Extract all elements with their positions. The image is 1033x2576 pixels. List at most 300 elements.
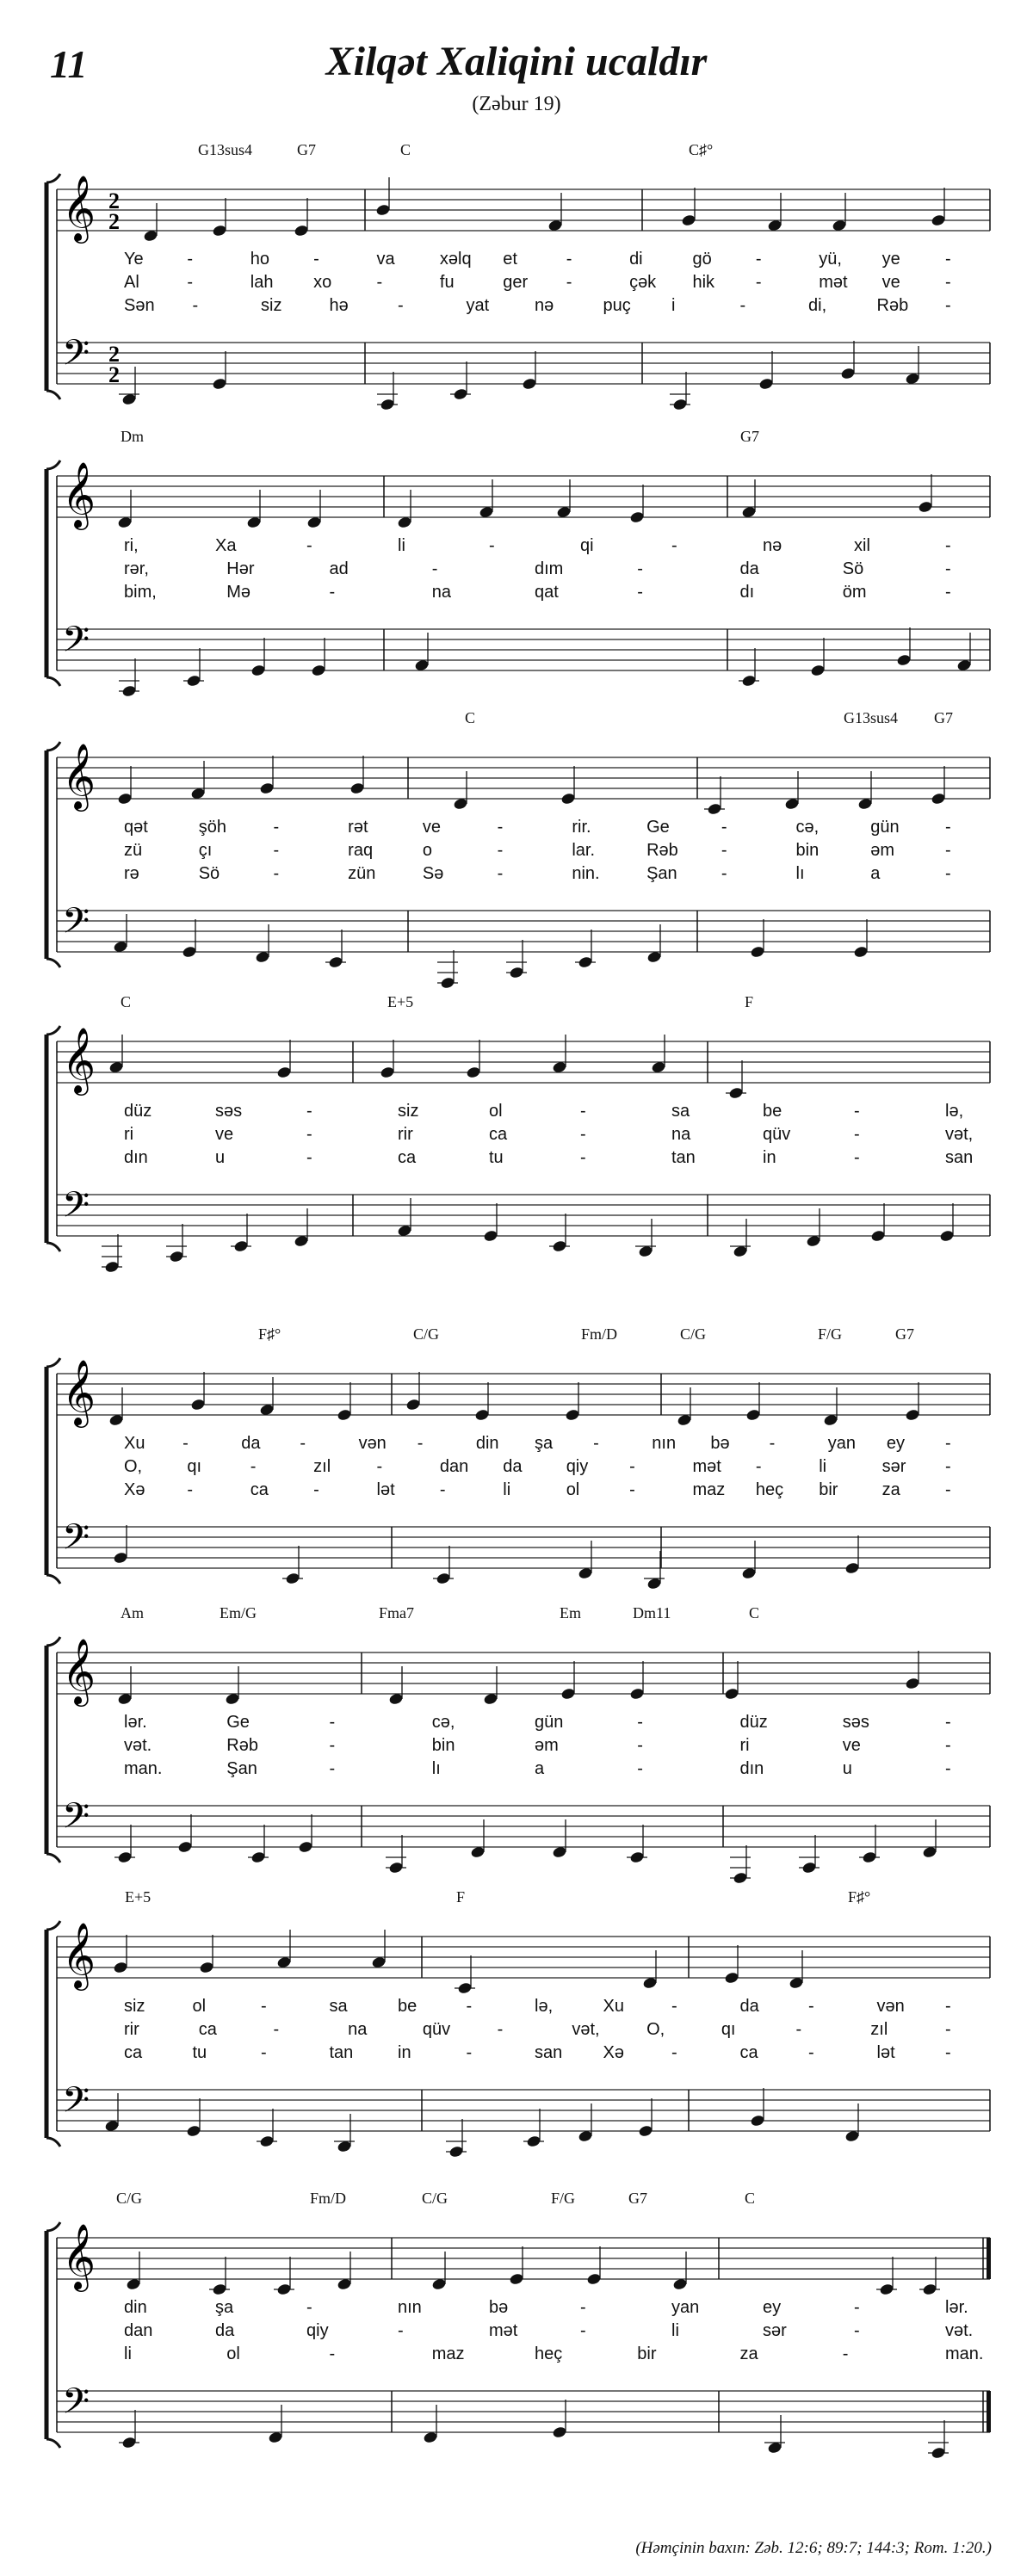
lyric-verse3: ca: [124, 2043, 143, 2062]
chord-symbol: C/G: [680, 1325, 707, 1343]
lyric-verse3: lı: [431, 1759, 441, 1778]
lyric-verse1: qi: [580, 536, 594, 555]
lyric-verse1: ye: [881, 250, 900, 269]
lyric-verse3: man.: [124, 1759, 163, 1778]
lyric-verse2: -: [306, 1125, 312, 1144]
lyric-verse2: o: [422, 841, 433, 860]
lyric-verse1: rir.: [572, 818, 591, 837]
treble-note-head: [560, 1687, 576, 1700]
lyric-verse1: səs: [842, 1713, 869, 1732]
bass-clef-icon: 𝄢: [62, 900, 90, 950]
bass-note-head: [186, 2124, 201, 2137]
treble-clef-icon: 𝄞: [62, 743, 96, 809]
lyric-verse2: -: [945, 273, 951, 292]
time-signature-top: 2: [108, 188, 120, 213]
treble-clef-icon: 𝄞: [62, 1638, 96, 1704]
lyric-verse2: -: [945, 1736, 951, 1755]
bass-note-head: [182, 945, 197, 958]
lyric-verse3: -: [306, 1148, 312, 1167]
chord-symbol: Dm: [121, 428, 144, 445]
lyric-verse1: -: [300, 1434, 306, 1453]
lyric-verse1: şa: [215, 2298, 234, 2317]
lyric-verse3: tan: [329, 2043, 354, 2062]
lyric-verse2: sər: [881, 1457, 906, 1476]
lyric-verse3: öm: [842, 583, 867, 602]
final-barline-thick: [987, 2391, 991, 2432]
chord-symbol: Em/G: [220, 1604, 257, 1622]
treble-note-head: [294, 224, 309, 237]
lyric-verse3: za: [881, 1480, 900, 1499]
lyric-verse2: O,: [124, 1457, 143, 1476]
lyric-verse1: -: [945, 818, 951, 837]
chord-symbol: C/G: [422, 2190, 448, 2207]
lyric-verse1: ey: [886, 1434, 905, 1453]
lyric-verse3: lət: [876, 2043, 895, 2062]
lyric-verse1: -: [945, 1434, 951, 1453]
lyric-verse3: in: [398, 2043, 411, 2062]
lyric-verse3: -: [466, 2043, 473, 2062]
lyric-verse2: -: [945, 841, 951, 860]
lyric-verse2: rir: [398, 1125, 413, 1144]
chord-symbol: G13sus4: [844, 709, 899, 726]
lyric-verse2: -: [431, 559, 438, 578]
lyric-verse1: -: [755, 250, 762, 269]
lyric-verse2: zıl: [313, 1457, 331, 1476]
treble-note-head: [745, 1408, 761, 1421]
bracket-hook: [46, 2138, 60, 2147]
bracket-hook: [46, 1637, 60, 1646]
lyric-verse1: gün: [535, 1713, 564, 1732]
score-system-5: [0, 1322, 1033, 1597]
lyric-verse1: gö: [692, 250, 712, 269]
lyric-verse2: -: [497, 841, 504, 860]
chord-symbol: F♯°: [258, 1325, 281, 1343]
lyric-verse2: -: [580, 2321, 586, 2340]
lyric-verse3: ca: [250, 1480, 269, 1499]
lyric-verse2: dan: [439, 1457, 469, 1476]
lyric-verse2: qiy: [566, 1457, 589, 1476]
lyric-verse2: -: [376, 273, 383, 292]
lyric-verse1: qət: [124, 818, 148, 837]
lyric-verse1: -: [329, 1713, 336, 1732]
lyric-verse2: zü: [124, 841, 143, 860]
treble-note-head: [375, 203, 391, 216]
lyric-verse1: -: [306, 536, 312, 555]
treble-note-head: [199, 1961, 214, 1974]
lyric-verse2: -: [945, 1457, 951, 1476]
lyric-verse2: ve: [881, 273, 900, 292]
lyric-verse1: -: [854, 1102, 860, 1121]
chord-symbol: Fma7: [379, 1604, 415, 1622]
treble-note-head: [212, 224, 227, 237]
bass-note-head: [552, 2425, 567, 2438]
bass-note-head: [212, 377, 227, 390]
lyric-verse1: -: [671, 1997, 677, 2016]
bass-note-head: [844, 1561, 860, 1574]
bracket-hook: [46, 742, 60, 751]
lyric-verse3: puç: [603, 296, 631, 315]
lyric-verse3: -: [945, 1480, 951, 1499]
lyric-verse3: -: [637, 1759, 643, 1778]
bracket-hook: [46, 1575, 60, 1584]
lyric-verse1: lər.: [124, 1713, 147, 1732]
lyric-verse3: -: [637, 583, 643, 602]
lyric-verse2: qı: [187, 1457, 202, 1476]
treble-clef-icon: 𝄞: [62, 1359, 96, 1425]
lyric-verse2: -: [755, 273, 762, 292]
lyric-verse2: qiy: [306, 2321, 329, 2340]
lyric-verse1: -: [313, 250, 319, 269]
chord-symbol: C/G: [413, 1325, 440, 1343]
chord-symbol: C: [400, 141, 411, 158]
lyric-verse2: da: [215, 2321, 235, 2340]
bass-clef-icon: 𝄢: [62, 1517, 90, 1566]
lyric-verse2: -: [580, 1125, 586, 1144]
bass-clef-icon: 𝄢: [62, 332, 90, 382]
lyric-verse1: ve: [422, 818, 442, 837]
lyric-verse2: vət.: [124, 1736, 152, 1755]
lyric-verse3: dın: [124, 1148, 148, 1167]
lyric-verse1: lə,: [945, 1102, 964, 1121]
treble-clef-icon: 𝄞: [62, 2223, 96, 2289]
lyric-verse1: -: [808, 1997, 814, 2016]
treble-note-head: [724, 1687, 739, 1700]
treble-note-head: [276, 1066, 292, 1078]
staff-graphics: [0, 424, 1033, 700]
lyric-verse3: -: [808, 2043, 814, 2062]
hymn-subtitle: (Zəbur 19): [472, 93, 561, 115]
lyric-verse2: Rəb: [646, 841, 678, 860]
lyric-verse3: li: [124, 2344, 132, 2363]
lyric-verse3: -: [945, 2043, 951, 2062]
treble-note-head: [724, 1971, 739, 1984]
bracket-hook: [46, 2439, 60, 2448]
lyric-verse3: -: [313, 1480, 319, 1499]
lyric-verse2: qı: [721, 2020, 736, 2039]
lyric-verse1: sa: [671, 1102, 690, 1121]
lyric-verse3: Xə: [603, 2043, 624, 2062]
chord-symbol: C♯°: [689, 141, 714, 158]
lyric-verse1: -: [497, 818, 504, 837]
lyric-verse1: vən: [876, 1997, 905, 2016]
lyric-verse2: Hər: [226, 559, 255, 578]
time-signature-bottom: 2: [108, 209, 120, 234]
lyric-verse1: -: [945, 250, 951, 269]
treble-note-head: [560, 792, 576, 805]
bracket-hook: [46, 1358, 60, 1367]
lyric-verse2: li: [819, 1457, 827, 1476]
lyric-verse1: din: [124, 2298, 147, 2317]
lyric-verse1: xəlq: [439, 250, 472, 269]
lyric-verse1: ho: [250, 250, 270, 269]
lyric-verse1: -: [637, 1713, 643, 1732]
lyric-verse2: na: [671, 1125, 691, 1144]
chord-symbol: G7: [895, 1325, 914, 1343]
lyric-verse3: san: [945, 1148, 974, 1167]
bass-note-head: [840, 367, 856, 380]
chord-symbol: C: [121, 993, 132, 1010]
lyric-verse3: Mə: [226, 583, 251, 602]
bass-note-head: [758, 377, 774, 390]
lyric-verse2: ri: [739, 1736, 750, 1755]
lyric-verse2: da: [503, 1457, 523, 1476]
lyric-verse1: nın: [398, 2298, 422, 2317]
lyric-verse3: qat: [535, 583, 559, 602]
lyric-verse2: ve: [842, 1736, 861, 1755]
chord-symbol: G7: [297, 141, 316, 158]
lyric-verse2: -: [497, 2020, 504, 2039]
lyric-verse3: ca: [739, 2043, 758, 2062]
lyric-verse2: -: [250, 1457, 257, 1476]
lyric-verse3: Şan: [226, 1759, 257, 1778]
chord-symbol: F♯°: [848, 1888, 871, 1906]
lyric-verse1: ol: [489, 1102, 503, 1121]
chord-symbol: C: [749, 1604, 760, 1622]
lyric-verse2: əm: [870, 841, 895, 860]
lyric-verse2: -: [629, 1457, 635, 1476]
chord-symbol: G7: [740, 428, 759, 445]
bass-clef-icon: 𝄢: [62, 2079, 90, 2129]
bass-note-head: [810, 664, 826, 676]
lyric-verse1: -: [466, 1997, 473, 2016]
lyric-verse3: -: [629, 1480, 635, 1499]
score-system-4: [0, 990, 1033, 1265]
lyric-verse1: xil: [854, 536, 870, 555]
lyric-verse2: mət: [819, 273, 848, 292]
lyric-verse2: rir: [124, 2020, 139, 2039]
score-system-3: [0, 706, 1033, 981]
lyric-verse2: -: [854, 2321, 860, 2340]
lyric-verse3: -: [671, 2043, 677, 2062]
lyric-verse3: lı: [795, 864, 805, 883]
lyric-verse1: ri,: [124, 536, 139, 555]
lyric-verse2: fu: [439, 273, 455, 292]
lyric-verse3: lət: [376, 1480, 395, 1499]
lyric-verse3: -: [329, 583, 336, 602]
treble-note-head: [905, 1408, 920, 1421]
bass-note-head: [311, 664, 326, 676]
bass-note-head: [522, 377, 537, 390]
lyric-verse3: bim,: [124, 583, 157, 602]
lyric-verse1: vən: [358, 1434, 387, 1453]
lyric-verse1: di: [629, 250, 643, 269]
lyric-verse3: Sə: [422, 864, 444, 883]
lyric-verse2: lah: [250, 273, 274, 292]
lyric-verse3: ol: [566, 1480, 580, 1499]
chord-symbol: G7: [934, 709, 953, 726]
bass-note-head: [853, 945, 869, 958]
bass-note-head: [750, 945, 765, 958]
lyric-verse2: əm: [535, 1736, 559, 1755]
lyric-verse3: -: [945, 864, 951, 883]
lyric-verse3: di,: [808, 296, 827, 315]
lyric-verse2: li: [671, 2321, 679, 2340]
lyric-verse1: nə: [763, 536, 782, 555]
hymn-number: 11: [50, 42, 88, 86]
lyric-verse3: za: [739, 2344, 758, 2363]
bracket-hook: [46, 460, 60, 469]
lyric-verse2: dan: [124, 2321, 153, 2340]
lyric-verse3: dın: [739, 1759, 764, 1778]
lyric-verse1: -: [261, 1997, 267, 2016]
lyric-verse1: səs: [215, 1102, 243, 1121]
lyric-verse1: be: [398, 1997, 418, 2016]
bracket-hook: [46, 1854, 60, 1863]
lyric-verse2: -: [187, 273, 194, 292]
lyric-verse3: -: [187, 1480, 194, 1499]
bass-note-head: [939, 1229, 955, 1242]
lyric-verse3: man.: [945, 2344, 984, 2363]
lyric-verse1: yan: [671, 2298, 700, 2317]
lyric-verse3: u: [215, 1148, 226, 1167]
lyric-verse2: ca: [198, 2020, 217, 2039]
lyric-verse3: Xə: [124, 1480, 145, 1499]
score-system-7: [0, 1885, 1033, 2160]
lyric-verse2: sər: [763, 2321, 787, 2340]
lyric-verse3: san: [535, 2043, 563, 2062]
treble-clef-icon: 𝄞: [62, 1922, 96, 1988]
lyric-verse1: da: [739, 1997, 759, 2016]
lyric-verse3: zün: [348, 864, 376, 883]
lyric-verse3: heç: [755, 1480, 784, 1499]
lyric-verse1: düz: [124, 1102, 152, 1121]
lyric-verse3: -: [497, 864, 504, 883]
score-system-2: [0, 424, 1033, 700]
lyric-verse1: yü,: [819, 250, 842, 269]
lyric-verse1: -: [580, 1102, 586, 1121]
bracket-hook: [46, 1243, 60, 1251]
treble-note-head: [349, 781, 365, 794]
lyric-verse1: yan: [827, 1434, 856, 1453]
time-signature-bottom: 2: [108, 362, 120, 387]
treble-note-head: [380, 1066, 395, 1078]
lyric-verse1: -: [721, 818, 727, 837]
score-system-1: [0, 138, 1033, 413]
treble-note-head: [190, 1398, 206, 1411]
lyric-verse2: lar.: [572, 841, 596, 860]
bass-note-head: [870, 1229, 886, 1242]
lyric-verse3: in: [763, 1148, 776, 1167]
lyric-verse2: mət: [489, 2321, 518, 2340]
lyric-verse2: -: [637, 1736, 643, 1755]
lyric-verse3: -: [439, 1480, 446, 1499]
bracket-hook: [46, 391, 60, 399]
treble-note-head: [509, 2272, 524, 2285]
treble-note-head: [113, 1961, 128, 1974]
lyric-verse1: -: [566, 250, 572, 269]
lyric-verse2: -: [566, 273, 572, 292]
treble-note-head: [405, 1398, 421, 1411]
lyric-verse2: bin: [431, 1736, 455, 1755]
chord-symbol: Em: [560, 1604, 581, 1622]
lyric-verse1: nın: [652, 1434, 677, 1453]
treble-clef-icon: 𝄞: [62, 461, 96, 528]
lyric-verse3: tan: [671, 1148, 696, 1167]
treble-note-head: [337, 1408, 352, 1421]
lyric-verse1: siz: [398, 1102, 419, 1121]
lyric-verse2: -: [945, 559, 951, 578]
bass-clef-icon: 𝄢: [62, 619, 90, 669]
lyric-verse3: -: [398, 296, 404, 315]
treble-clef-icon: 𝄞: [62, 175, 96, 241]
chord-symbol: F: [745, 993, 754, 1010]
chord-symbol: F/G: [818, 1325, 843, 1343]
treble-note-head: [918, 500, 933, 513]
lyric-verse2: rər,: [124, 559, 149, 578]
lyric-verse1: Xu: [603, 1997, 624, 2016]
lyric-verse1: cə,: [431, 1713, 455, 1732]
lyric-verse1: -: [593, 1434, 599, 1453]
lyric-verse1: rət: [348, 818, 368, 837]
lyric-verse2: na: [348, 2020, 368, 2039]
lyric-verse2: zıl: [870, 2020, 888, 2039]
lyric-verse1: -: [489, 536, 495, 555]
lyric-verse2: vət,: [945, 1125, 974, 1144]
bass-note-head: [298, 1840, 313, 1853]
lyric-verse3: -: [842, 2344, 849, 2363]
lyric-verse2: ger: [503, 273, 529, 292]
lyric-verse3: -: [739, 296, 746, 315]
lyric-verse3: -: [329, 2344, 336, 2363]
bracket-hook: [46, 174, 60, 182]
bracket-hook: [46, 1921, 60, 1930]
lyric-verse3: dı: [739, 583, 755, 602]
lyric-verse3: Sən: [124, 296, 155, 315]
lyric-verse1: -: [273, 818, 280, 837]
lyric-verse1: lər.: [945, 2298, 968, 2317]
lyric-verse1: be: [763, 1102, 782, 1121]
lyric-verse3: -: [854, 1148, 860, 1167]
lyric-verse3: -: [721, 864, 727, 883]
lyric-verse2: çı: [198, 841, 213, 860]
lyric-verse3: -: [945, 583, 951, 602]
treble-note-head: [681, 213, 696, 226]
lyric-verse3: a: [535, 1759, 545, 1778]
lyric-verse1: bə: [710, 1434, 730, 1453]
lyric-verse2: ad: [329, 559, 349, 578]
lyric-verse3: siz: [261, 296, 282, 315]
lyric-verse2: mət: [692, 1457, 721, 1476]
lyric-verse2: -: [637, 559, 643, 578]
lyric-verse3: na: [431, 583, 451, 602]
lyric-verse1: -: [945, 536, 951, 555]
staff-graphics: [0, 1601, 1033, 1876]
lyric-verse3: maz: [431, 2344, 465, 2363]
hymn-title: Xilqət Xaliqini ucaldır: [325, 39, 708, 84]
lyric-verse1: li: [398, 536, 405, 555]
lyric-verse2: -: [376, 1457, 383, 1476]
lyric-verse2: -: [755, 1457, 762, 1476]
lyric-verse3: -: [273, 864, 280, 883]
bass-note-head: [251, 664, 266, 676]
lyric-verse2: O,: [646, 2020, 665, 2039]
lyric-verse1: Ye: [124, 250, 144, 269]
lyric-verse2: hik: [692, 273, 715, 292]
lyric-verse3: u: [842, 1759, 852, 1778]
lyric-verse2: vət,: [572, 2020, 600, 2039]
lyric-verse2: Rəb: [226, 1736, 258, 1755]
lyric-verse2: qüv: [763, 1125, 791, 1144]
lyric-verse1: cə,: [795, 818, 820, 837]
bracket-hook: [46, 2222, 60, 2231]
lyric-verse1: şa: [535, 1434, 554, 1453]
lyric-verse3: Şan: [646, 864, 677, 883]
bass-note-head: [750, 2114, 765, 2127]
lyric-verse1: lə,: [535, 1997, 554, 2016]
lyric-verse3: -: [945, 1759, 951, 1778]
lyric-verse3: -: [945, 296, 951, 315]
lyric-verse3: -: [329, 1759, 336, 1778]
